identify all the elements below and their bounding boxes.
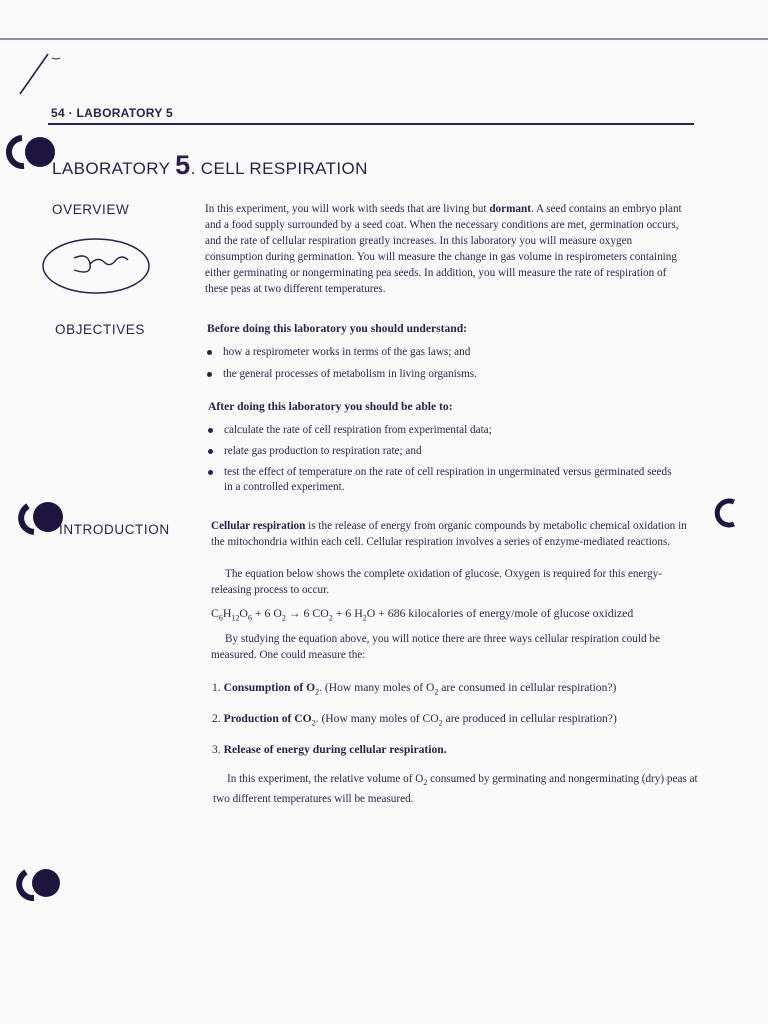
intro-paragraph-1 [211, 518, 697, 550]
eq-part: H [222, 606, 232, 620]
eq-part: C [211, 606, 219, 620]
list-item: how a respirometer works in terms of the gas laws; and [205, 345, 675, 360]
item-text: . (How many moles of O [319, 681, 435, 694]
glucose-equation [211, 606, 633, 622]
title-suffix: . CELL RESPIRATION [190, 159, 368, 178]
title-number: 5 [175, 150, 191, 180]
binder-hole-mark [6, 134, 56, 170]
eq-sub: 2 [328, 613, 333, 623]
after-list [206, 423, 676, 501]
p4-text: consumed by germinating and nongerminating (dry) peas at two different temperatures will be measured. [213, 773, 698, 806]
intro-paragraph-4 [213, 771, 699, 807]
item-bold: Consumption of O [223, 681, 316, 694]
intro-paragraph-2: The equation below shows the complete oxidation of glucose. Oxygen is required for this energy-releasing process to occur. [211, 568, 662, 596]
after-heading: After doing this laboratory you should be able to: [208, 400, 453, 413]
overview-text-a: In this experiment, you will work with seeds that are living but [205, 203, 490, 215]
item-text: are produced in cellular respiration?) [442, 712, 617, 725]
item-number: 1. [212, 681, 221, 694]
eq-sub: 6 [247, 613, 252, 623]
introduction-heading: INTRODUCTION [59, 522, 170, 537]
numbered-item-1 [212, 681, 616, 696]
eq-part: O [239, 606, 248, 620]
title-prefix: LABORATORY [52, 159, 171, 178]
eq-part: + 6 O [251, 606, 282, 620]
eq-part: → 6 CO [285, 606, 329, 620]
before-heading: Before doing this laboratory you should understand: [207, 322, 468, 335]
page-title [52, 150, 368, 181]
p4-text: In this experiment, the relative volume of O [227, 773, 424, 785]
intro-term: Cellular respiration [211, 520, 306, 532]
overview-text-b: . A seed contains an embryo plant and a food supply surrounded by a seed coat. When the necessary conditions are met, germination occurs, and the rate of cellular respiration greatly increases. In this laboratory you will measure oxygen consumption during germination. You will measure the change in gas volume in respirometers containing either germinating or nongerminating pea seeds. In addition, you will measure the rate of respiration of these peas at two different temperatures. [205, 203, 682, 295]
eq-sub: 2 [362, 613, 367, 623]
eq-part: O + 686 kilocalories of energy/mole of glucose oxidized [366, 606, 634, 620]
item-text: are consumed in cellular respiration?) [438, 681, 617, 694]
binder-hole-mark-right [712, 498, 742, 528]
intro-paragraph-3: By studying the equation above, you will notice there are three ways cellular respiration could be measured. One could measure the: [211, 633, 660, 661]
numbered-item-3 [212, 743, 447, 756]
header-rule [48, 123, 694, 125]
item-sub: 2 [438, 718, 443, 728]
list-item: relate gas production to respiration rate; and [206, 444, 676, 459]
numbered-item-2 [212, 712, 617, 727]
binder-hole-mark [14, 500, 64, 536]
eq-part: + 6 H [332, 606, 363, 620]
seed-embryo-icon [40, 236, 155, 296]
before-list [205, 345, 675, 389]
intro-p1-rest: is the release of energy from organic compounds by metabolic chemical oxidation in the mitochondria within each cell. Cellular respiration involves a series of enzyme-mediated reactions. [211, 520, 687, 548]
eq-sub: 12 [231, 613, 240, 623]
eq-sub: 2 [281, 613, 286, 623]
item-sub: 2 [434, 687, 439, 697]
p4-sub: 2 [423, 778, 428, 788]
item-number: 3. [212, 743, 221, 756]
item-text: . (How many moles of CO [315, 712, 439, 725]
overview-heading: OVERVIEW [52, 202, 130, 217]
pen-stroke-mark [8, 48, 68, 108]
item-sub: 2 [311, 718, 316, 728]
item-number: 2. [212, 712, 221, 725]
scan-top-line [0, 38, 768, 40]
item-bold: Release of energy during cellular respiration. [223, 743, 447, 756]
binder-hole-mark [14, 866, 64, 902]
eq-sub: 6 [218, 613, 223, 623]
overview-text-bold: dormant [489, 203, 531, 215]
list-item: test the effect of temperature on the rate of cell respiration in ungerminated versus germinated seeds in a controlled experiment. [206, 465, 676, 495]
overview-paragraph [205, 201, 692, 297]
item-sub: 2 [315, 687, 320, 697]
list-item: calculate the rate of cell respiration from experimental data; [206, 423, 676, 438]
list-item: the general processes of metabolism in living organisms. [205, 367, 675, 382]
running-head: 54 · LABORATORY 5 [51, 106, 174, 120]
objectives-heading: OBJECTIVES [55, 322, 146, 337]
item-bold: Production of CO [223, 712, 312, 725]
